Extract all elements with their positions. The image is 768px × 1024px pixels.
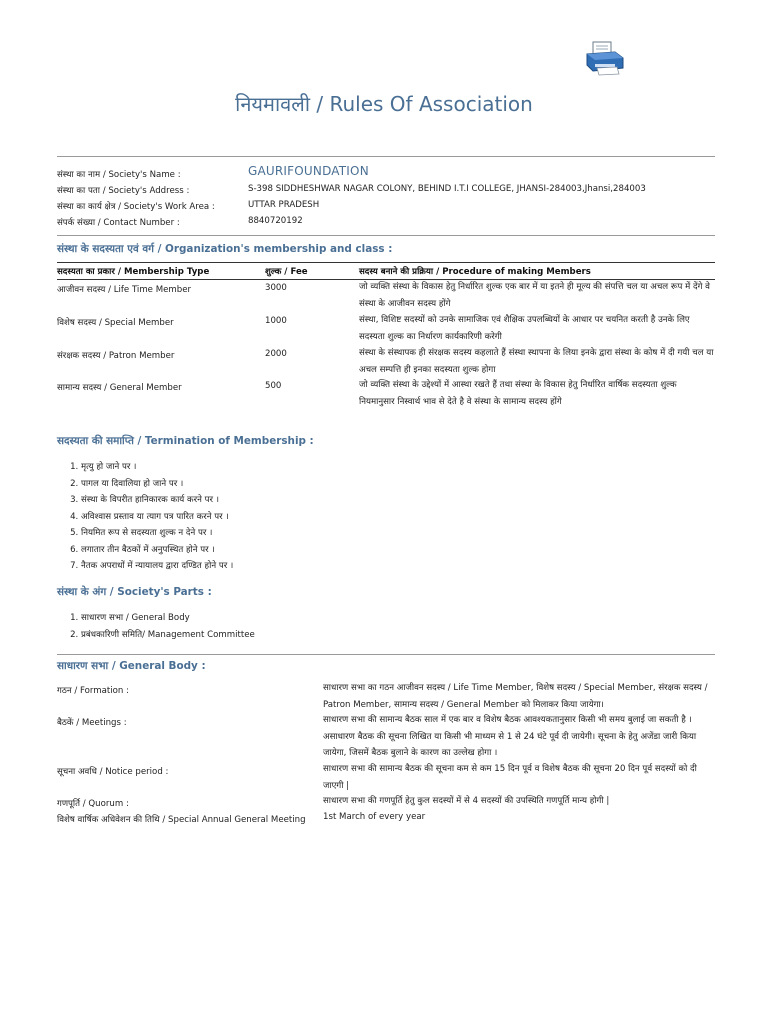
column-header-type: सदस्यता का प्रकार / Membership Type	[57, 267, 210, 277]
society-address-value: S-398 SIDDHESHWAR NAGAR COLONY, BEHIND I.T.I COLLEGE, JHANSI-284003,Jhansi,284003	[248, 184, 646, 194]
membership-type: विशेष सदस्य / Special Member	[57, 318, 174, 328]
termination-heading: सदस्यता की समाप्ति / Termination of Membership :	[57, 435, 314, 447]
meetings-value: साधारण सभा की सामान्य बैठक साल में एक बार व विशेष बैठक आवश्यकतानुसार किसी भी समय बुलाई जा सकती है । असाधारण बैठक की सूचना लिखित या किसी भी माध्यम से 1 से 24 घंटे पूर्व दी जायेगी। सूचना के हेतु अजेंडा जारी किया जायेगा, जिसमें बैठक बुलाने के कारण का उल्लेख होगा ।	[323, 715, 697, 758]
membership-fee: 3000	[265, 283, 287, 293]
formation-value: साधारण सभा का गठन आजीवन सदस्य / Life Time Member, विशेष सदस्य / Special Member, संरक्षक सदस्य / Patron Member, सामान्य सदस्य / General Member को मिलाकर किया जायेगा।	[323, 683, 708, 710]
society-work-area-label: संस्था का कार्य क्षेत्र / Society's Work Area :	[57, 202, 215, 212]
membership-fee: 500	[265, 381, 282, 391]
termination-list	[57, 459, 233, 575]
special-agm-date-label: विशेष वार्षिक अधिवेशन की तिथि / Special Annual General Meeting	[57, 815, 306, 825]
formation-label: गठन / Formation :	[57, 686, 129, 696]
membership-heading: संस्था के सदस्यता एवं वर्ग / Organization's membership and class :	[57, 243, 393, 255]
list-item: 2. पागल या दिवालिया हो जाने पर ।	[81, 476, 233, 493]
divider	[57, 235, 715, 236]
list-item: 4. अविश्वास प्रस्ताव या त्याग पत्र पारित करने पर ।	[81, 509, 233, 526]
general-body-heading: साधारण सभा / General Body :	[57, 660, 206, 672]
column-header-procedure: सदस्य बनाने की प्रक्रिया / Procedure of making Members	[359, 267, 591, 277]
membership-procedure: संस्था, विशिष्ट सदस्यों को उनके सामाजिक एवं शैक्षिक उपलब्धियों के आधार पर चयनित करती है उनके लिए सदस्यता शुल्क का निर्धारण कार्यकारिणी करेगी	[359, 315, 690, 342]
notice-period-value: साधारण सभा की सामान्य बैठक की सूचना कम से कम 15 दिन पूर्व व विशेष बैठक की सूचना 20 दिन पूर्व सदस्यों को दी जाएगी |	[323, 764, 697, 791]
society-name-label: संस्था का नाम / Society's Name :	[57, 170, 181, 180]
list-item: 3. संस्था के विपरीत हानिकारक कार्य करने पर ।	[81, 492, 233, 509]
special-agm-date-value: 1st March of every year	[323, 812, 426, 822]
notice-period-label: सूचना अवधि / Notice period :	[57, 767, 169, 777]
list-item: 5. नियमित रूप से सदस्यता शुल्क न देने पर ।	[81, 525, 233, 542]
table-top-rule	[57, 262, 715, 263]
list-item: 6. लगातार तीन बैठकों में अनुपस्थित होने पर ।	[81, 542, 233, 559]
membership-type: संरक्षक सदस्य / Patron Member	[57, 351, 175, 361]
society-parts-list	[57, 610, 255, 643]
list-item: 1. मृत्यु हो जाने पर ।	[81, 459, 233, 476]
membership-fee: 2000	[265, 349, 287, 359]
quorum-label: गणपूर्ति / Quorum :	[57, 799, 129, 809]
membership-fee: 1000	[265, 316, 287, 326]
list-item: 7. नैतक अपराधों में न्यायालय द्वारा दण्डित होने पर ।	[81, 558, 233, 575]
list-item: 1. साधारण सभा / General Body	[81, 610, 255, 627]
society-parts-heading: संस्था के अंग / Society's Parts :	[57, 586, 212, 598]
society-name-value: GAURIFOUNDATION	[248, 164, 369, 178]
page-title: नियमावली / Rules Of Association	[235, 92, 533, 116]
membership-procedure: जो व्यक्ति संस्था के विकास हेतु निर्धारित शुल्क एक बार में या इतने ही मूल्य की संपत्ति चल या अचल रूप में देंगे वे संस्था के आजीवन सदस्य होंगे	[359, 282, 710, 309]
divider	[57, 156, 715, 157]
list-item: 2. प्रबंधकारिणी समिति/ Management Committee	[81, 627, 255, 644]
printer-icon[interactable]	[583, 40, 627, 76]
contact-number-label: संपर्क संख्या / Contact Number :	[57, 218, 180, 228]
divider	[57, 654, 715, 655]
contact-number-value: 8840720192	[248, 216, 303, 226]
membership-procedure: जो व्यक्ति संस्था के उद्देश्यों में आस्था रखते हैं तथा संस्था के विकास हेतु निर्धारित वार्षिक सदस्यता शुल्क नियमानुसार निस्वार्थ भाव से देते है वे संस्था के सामान्य सदस्य होंगे	[359, 380, 677, 407]
quorum-value: साधारण सभा की गणपूर्ति हेतु कुल सदस्यों में से 4 सदस्यों की उपस्थिति गणपूर्ति मान्य होगी |	[323, 796, 610, 806]
society-work-area-value: UTTAR PRADESH	[248, 200, 320, 210]
column-header-fee: शुल्क / Fee	[265, 267, 308, 277]
membership-type: सामान्य सदस्य / General Member	[57, 383, 182, 393]
membership-type: आजीवन सदस्य / Life Time Member	[57, 285, 192, 295]
membership-procedure: संस्था के संस्थापक ही संरक्षक सदस्य कहलाते हैं संस्था स्थापना के लिया इनके द्वारा संस्था के कोष में दी गयी चल या अचल सम्पत्ति ही इनका सदस्यता शुल्क होगा	[359, 348, 714, 375]
society-address-label: संस्था का पता / Society's Address :	[57, 186, 190, 196]
meetings-label: बैठकें / Meetings :	[57, 718, 127, 728]
